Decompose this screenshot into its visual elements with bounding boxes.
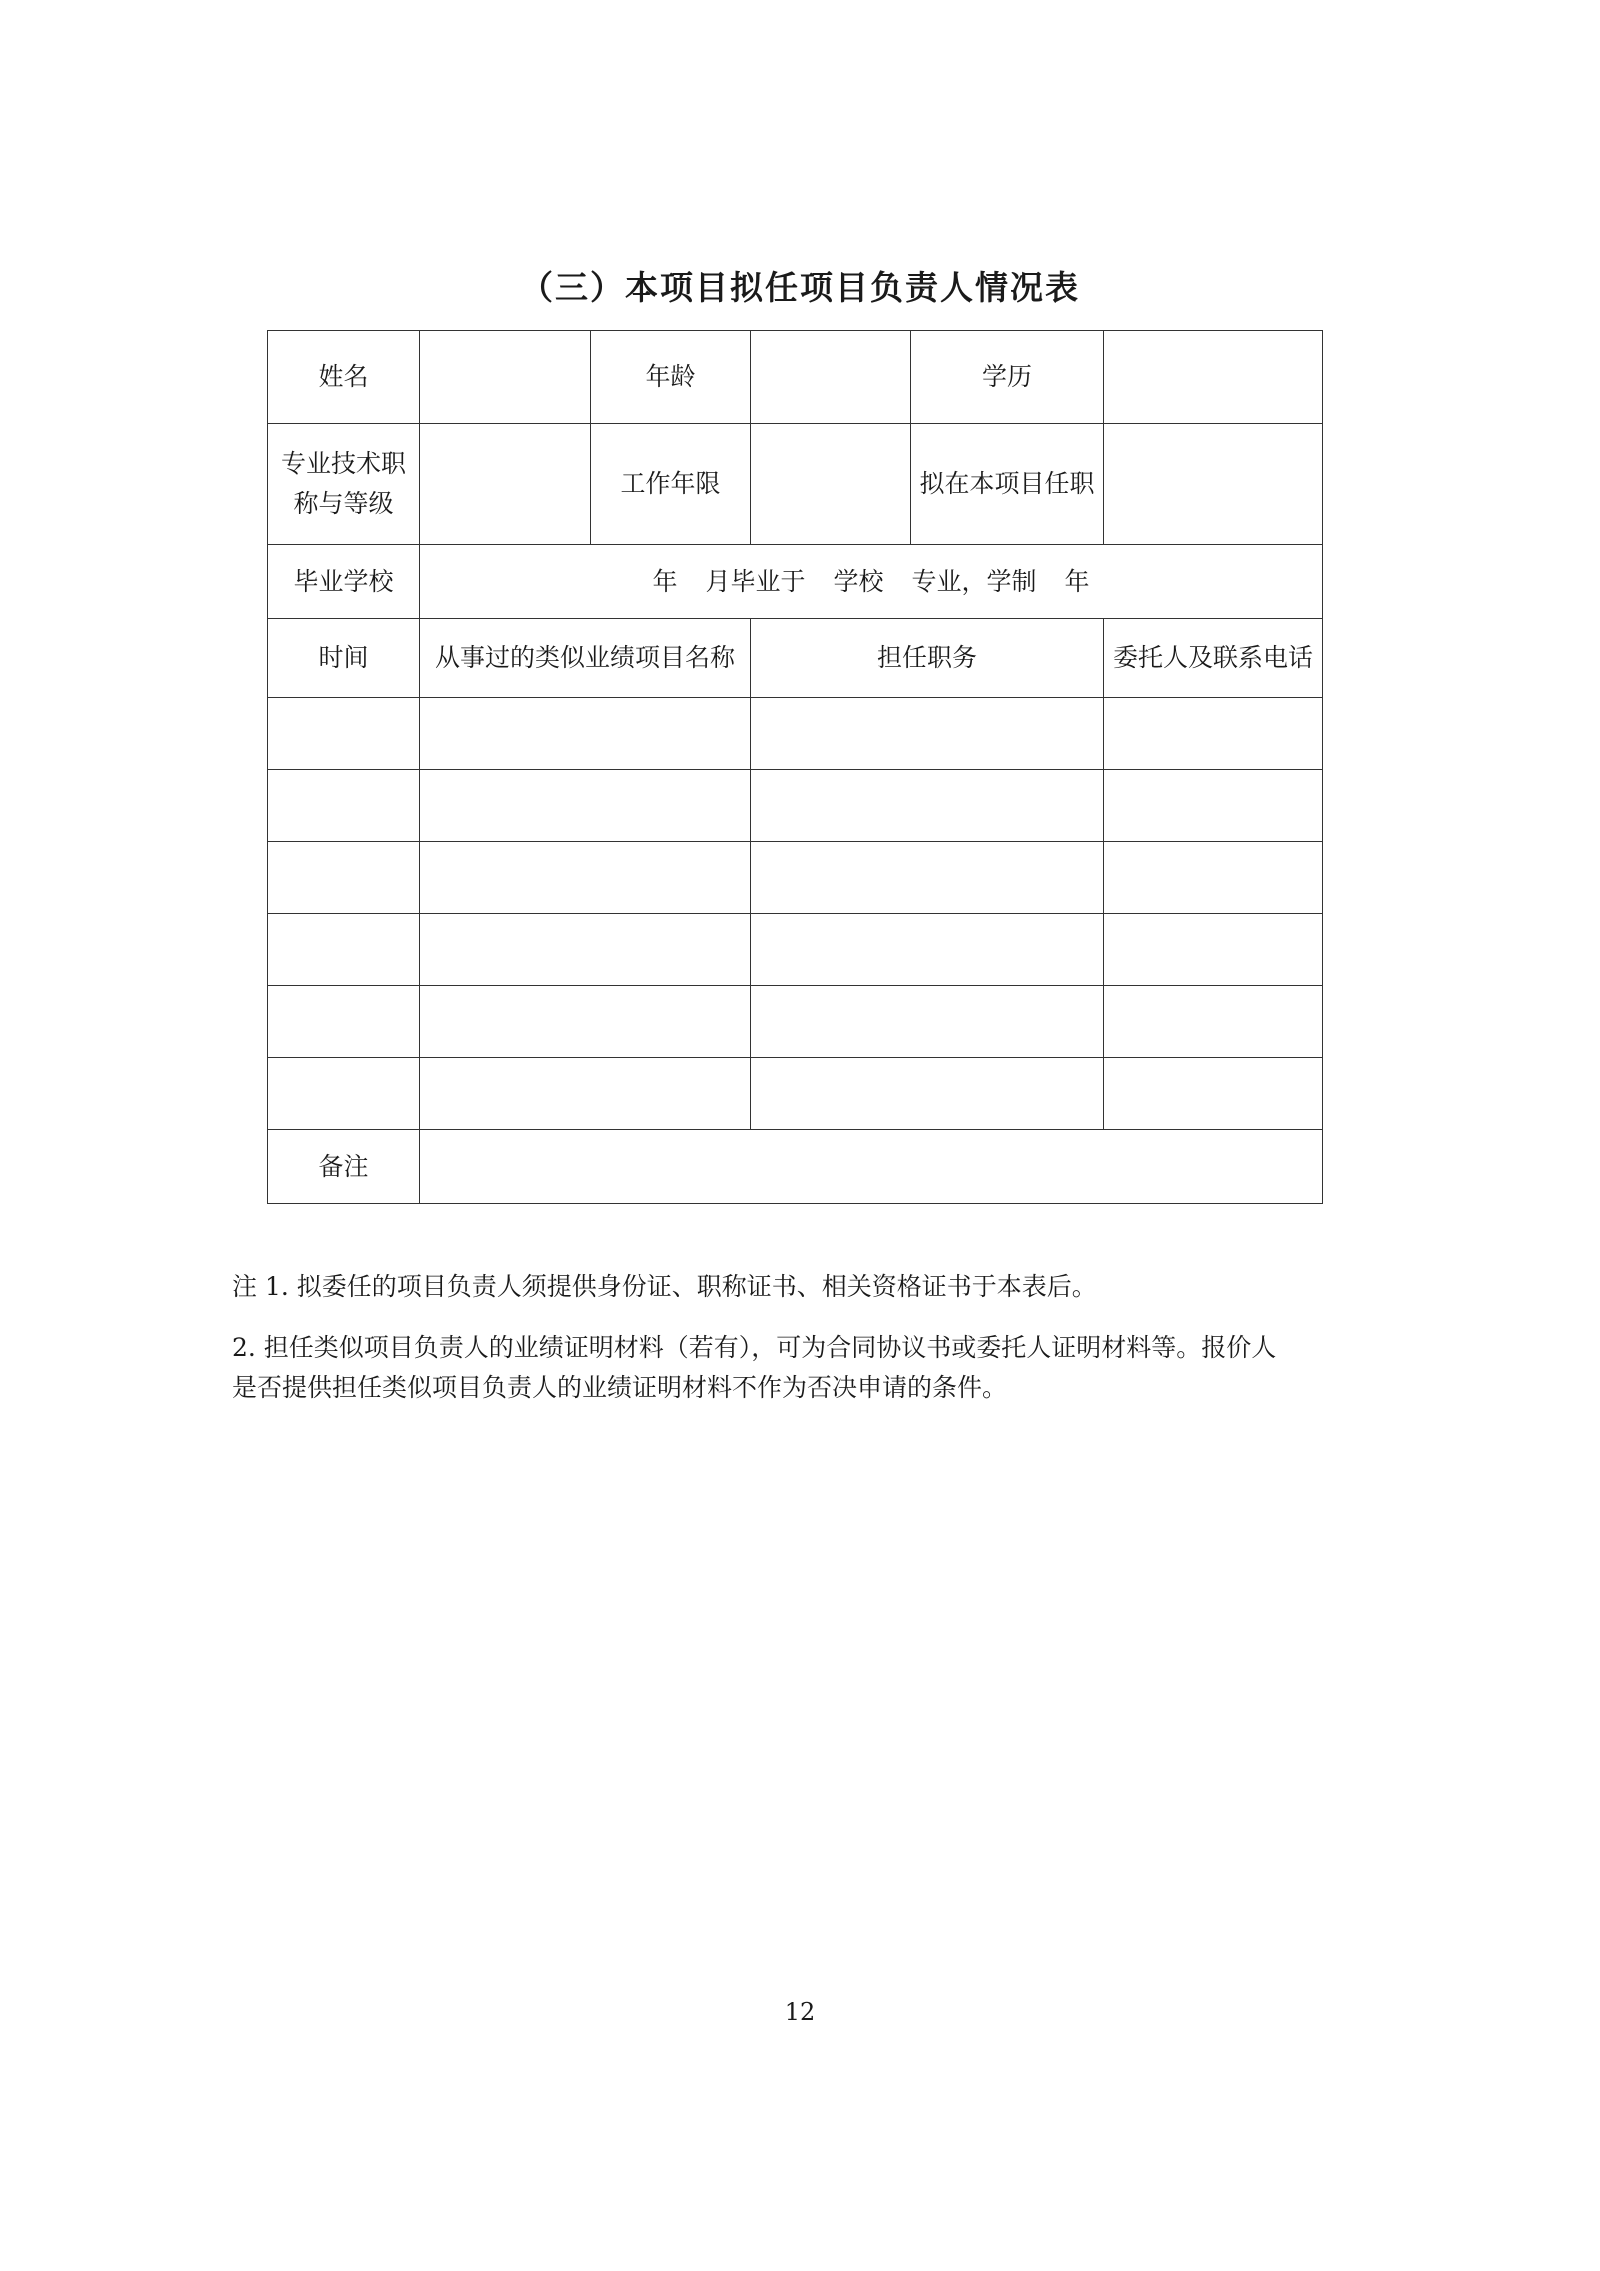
duty-cell[interactable] bbox=[751, 770, 1104, 842]
duty-cell[interactable] bbox=[751, 986, 1104, 1058]
form-row-title bbox=[268, 424, 1323, 545]
project-name-cell[interactable] bbox=[420, 914, 751, 986]
notes bbox=[232, 1267, 1372, 1429]
client-phone-header: 委托人及联系电话 bbox=[1104, 619, 1323, 698]
project-name-cell[interactable] bbox=[420, 698, 751, 770]
duty-header: 担任职务 bbox=[751, 619, 1104, 698]
work-years-label: 工作年限 bbox=[591, 424, 751, 545]
time-cell[interactable] bbox=[268, 986, 420, 1058]
education-label: 学历 bbox=[911, 331, 1104, 424]
age-label: 年龄 bbox=[591, 331, 751, 424]
age-field[interactable] bbox=[751, 331, 911, 424]
professional-title-label: 专业技术职称与等级 bbox=[268, 424, 420, 545]
project-name-cell[interactable] bbox=[420, 986, 751, 1058]
client-phone-cell[interactable] bbox=[1104, 986, 1323, 1058]
experience-row bbox=[268, 914, 1323, 986]
graduation-line[interactable] bbox=[420, 545, 1323, 619]
form-row-school bbox=[268, 545, 1323, 619]
school-label: 毕业学校 bbox=[268, 545, 420, 619]
remarks-label: 备注 bbox=[268, 1130, 420, 1204]
duty-cell[interactable] bbox=[751, 914, 1104, 986]
experience-header-row bbox=[268, 619, 1323, 698]
note-2: 2. 担任类似项目负责人的业绩证明材料（若有），可为合同协议书或委托人证明材料等。报价人 bbox=[232, 1333, 1277, 1362]
duty-cell[interactable] bbox=[751, 842, 1104, 914]
project-position-label: 拟在本项目任职 bbox=[911, 424, 1104, 545]
graduation-years-text: 年 bbox=[1064, 566, 1090, 596]
experience-row bbox=[268, 1058, 1323, 1130]
name-field[interactable] bbox=[420, 331, 591, 424]
client-phone-cell[interactable] bbox=[1104, 770, 1323, 842]
client-phone-cell[interactable] bbox=[1104, 914, 1323, 986]
project-name-cell[interactable] bbox=[420, 842, 751, 914]
graduation-year-text: 年 bbox=[652, 566, 678, 596]
client-phone-cell[interactable] bbox=[1104, 842, 1323, 914]
work-years-field[interactable] bbox=[751, 424, 911, 545]
graduation-school-text: 学校 bbox=[833, 566, 884, 596]
education-field[interactable] bbox=[1104, 331, 1323, 424]
note-2-continued: 是否提供担任类似项目负责人的业绩证明材料不作为否决申请的条件。 bbox=[232, 1373, 1008, 1402]
project-leader-form bbox=[267, 330, 1323, 1204]
project-name-cell[interactable] bbox=[420, 770, 751, 842]
experience-row bbox=[268, 842, 1323, 914]
time-header: 时间 bbox=[268, 619, 420, 698]
time-cell[interactable] bbox=[268, 1058, 420, 1130]
time-cell[interactable] bbox=[268, 698, 420, 770]
time-cell[interactable] bbox=[268, 770, 420, 842]
graduation-major-text: 专业，学制 bbox=[911, 566, 1037, 596]
experience-row bbox=[268, 986, 1323, 1058]
page-number: 12 bbox=[784, 1998, 816, 2026]
note-1: 注 1. 拟委任的项目负责人须提供身份证、职称证书、相关资格证书于本表后。 bbox=[232, 1272, 1097, 1301]
time-cell[interactable] bbox=[268, 914, 420, 986]
experience-row bbox=[268, 770, 1323, 842]
duty-cell[interactable] bbox=[751, 1058, 1104, 1130]
client-phone-cell[interactable] bbox=[1104, 1058, 1323, 1130]
project-name-cell[interactable] bbox=[420, 1058, 751, 1130]
remarks-field[interactable] bbox=[420, 1130, 1323, 1204]
time-cell[interactable] bbox=[268, 842, 420, 914]
experience-row bbox=[268, 698, 1323, 770]
duty-cell[interactable] bbox=[751, 698, 1104, 770]
form-row-basic bbox=[268, 331, 1323, 424]
professional-title-field[interactable] bbox=[420, 424, 591, 545]
remarks-row bbox=[268, 1130, 1323, 1204]
page-title: （三）本项目拟任项目负责人情况表 bbox=[520, 268, 1080, 307]
project-name-header: 从事过的类似业绩项目名称 bbox=[420, 619, 751, 698]
graduation-month-text: 月毕业于 bbox=[705, 566, 806, 596]
client-phone-cell[interactable] bbox=[1104, 698, 1323, 770]
name-label: 姓名 bbox=[268, 331, 420, 424]
project-position-field[interactable] bbox=[1104, 424, 1323, 545]
